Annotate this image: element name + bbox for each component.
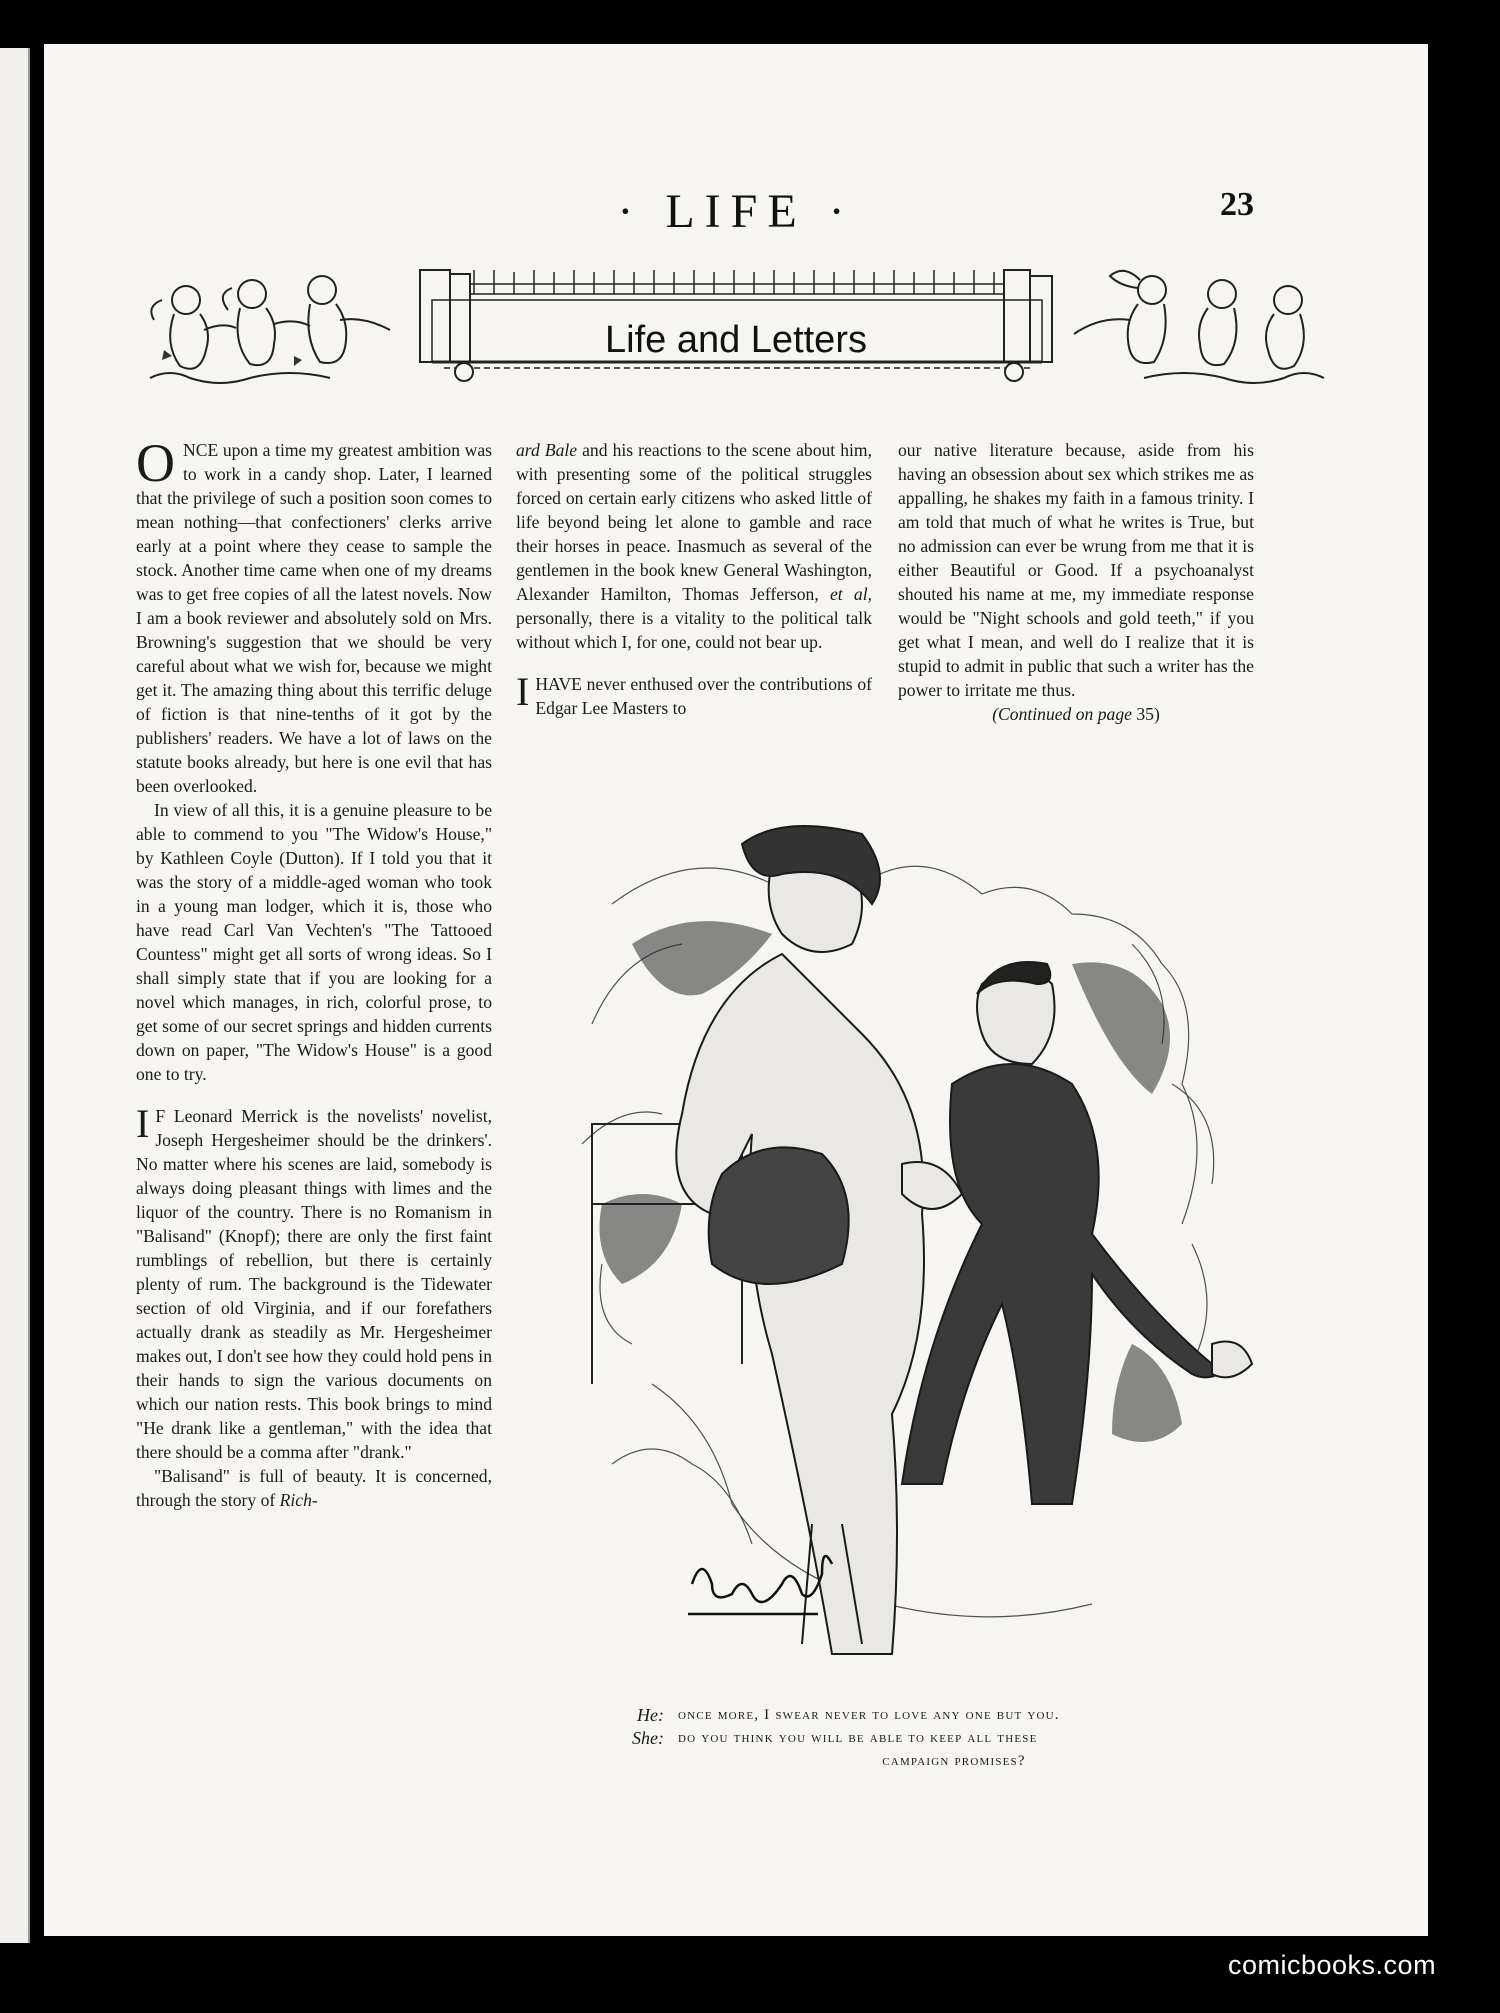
paragraph-text: "Balisand" is full of beauty. It is concerned, through the story of [136, 1466, 492, 1510]
caption-line [604, 1727, 1304, 1750]
magazine-title: · LIFE · [617, 185, 855, 238]
paragraph [516, 438, 872, 654]
drop-cap: O [136, 433, 175, 493]
cherubs-left-illustration [144, 260, 404, 390]
paragraph-text: HAVE never enthused over the contributions of Edgar Lee Masters to [535, 674, 872, 718]
paragraph-text: NCE upon a time my greatest ambition was to work in a candy shop. Later, I learned that the privilege of such a position soon comes to mean nothing—that confectioners' clerks arrive early at a point where they cease to sample the stock. Another time came when one of my dreams was to get free copies of all the latest novels. Now I am a book reviewer and absolutely sold on Mrs. Browning's suggestion that we should be very careful about what we wish for, because we might get it. The amazing thing about this terrific deluge of fiction is that nine-tenths of it got by the publishers' readers. We have a lot of laws on the statute books already, but here is one evil that has been overlooked. [136, 440, 492, 796]
caption-speaker: He: [637, 1705, 664, 1725]
magazine-page [44, 44, 1428, 1936]
article-column-1 [136, 433, 492, 1512]
caption-line [604, 1704, 1304, 1727]
couple-illustration [572, 824, 1312, 1664]
article-column-2 [516, 438, 872, 720]
section-title: Life and Letters [605, 318, 867, 361]
paragraph [136, 1101, 492, 1464]
caption-text: campaign promises? [882, 1753, 1026, 1769]
watermark: comicbooks.com [1228, 1950, 1437, 1980]
adjacent-page-edge [0, 48, 30, 1943]
paragraph [136, 1464, 492, 1512]
banner-title-box [436, 310, 1036, 370]
cherubs-right-illustration [1070, 260, 1330, 390]
caption-speaker: She: [632, 1728, 664, 1748]
caption-text: do you think you will be able to keep all these [678, 1730, 1038, 1746]
man-figure [902, 962, 1252, 1504]
paragraph-text: F Leonard Merrick is the novelists' novelist, Joseph Hergesheimer should be the drinkers'. No matter where his scenes are laid, somebody is always doing pleasant things with limes and the liquor of the country. There is no Romanism in "Balisand" (Knopf); there are only the first faint rumblings of rebellion, but there is certainly plenty of rum. The background is the Tidewater section of old Virginia, and if our forefathers actually drank as steadily as Mr. Hergesheimer makes out, I don't see how they could hold pens in their hands to sign the various documents on which our nation rests. This book brings to mind "He drank like a gentleman," with the idea that there should be a comma after "drank." [136, 1106, 492, 1462]
continued-page: 35) [1131, 704, 1160, 724]
italic-text: et al, [829, 584, 872, 604]
drop-cap: I [136, 1101, 150, 1146]
paragraph [516, 669, 872, 720]
illustration-caption [604, 1704, 1304, 1773]
paragraph-text: and his reactions to the scene about him, with presenting some of the political struggles forced on certain early citizens who asked little of life beyond being let alone to gamble and race their horses in peace. Inasmuch as several of the gentlemen in the book knew General Washington, Alexander Hamilton, Thomas Jefferson, [516, 440, 872, 604]
article-column-3 [898, 438, 1254, 726]
page-number: 23 [1220, 186, 1254, 223]
continued-note [898, 702, 1254, 726]
italic-text: ard Bale [516, 440, 578, 460]
artist-signature [688, 1556, 832, 1614]
paragraph [136, 433, 492, 798]
paragraph: In view of all this, it is a genuine pleasure to be able to commend to you "The Widow's House," by Kathleen Coyle (Dutton). If I told you that it was the story of a middle-aged woman who took in a young man lodger, which it is, those who have read Carl Van Vechten's "The Tattooed Countess" might get all sorts of wrong ideas. So I shall simply state that if you are looking for a novel which manages, in rich, colorful prose, to get some of our secret springs and hidden currents down on paper, "The Widow's House" is a good one to try. [136, 800, 492, 1084]
continued-text: (Continued on page [992, 704, 1132, 724]
paragraph: our native literature because, aside from his having an obsession about sex which strikes me as appalling, he shakes my faith in a famous trinity. I am told that much of what he writes is True, but no admission can ever be wrung from me that it is either Beautiful or Good. If a psychoanalyst shouted his name at me, my immediate response would be "Night schools and gold teeth," if you get what I mean, and well do I realize that it is stupid to admit in public that such a writer has the power to irritate me thus. [898, 440, 1254, 700]
life-and-letters-banner [144, 240, 1330, 420]
drop-cap: I [516, 669, 530, 714]
paragraph-text: personally, there is a vitality to the political talk without which I, for one, could not bear up. [516, 608, 872, 652]
caption-text: once more, I swear never to love any one but you. [678, 1707, 1060, 1723]
italic-text: Rich- [279, 1490, 318, 1510]
